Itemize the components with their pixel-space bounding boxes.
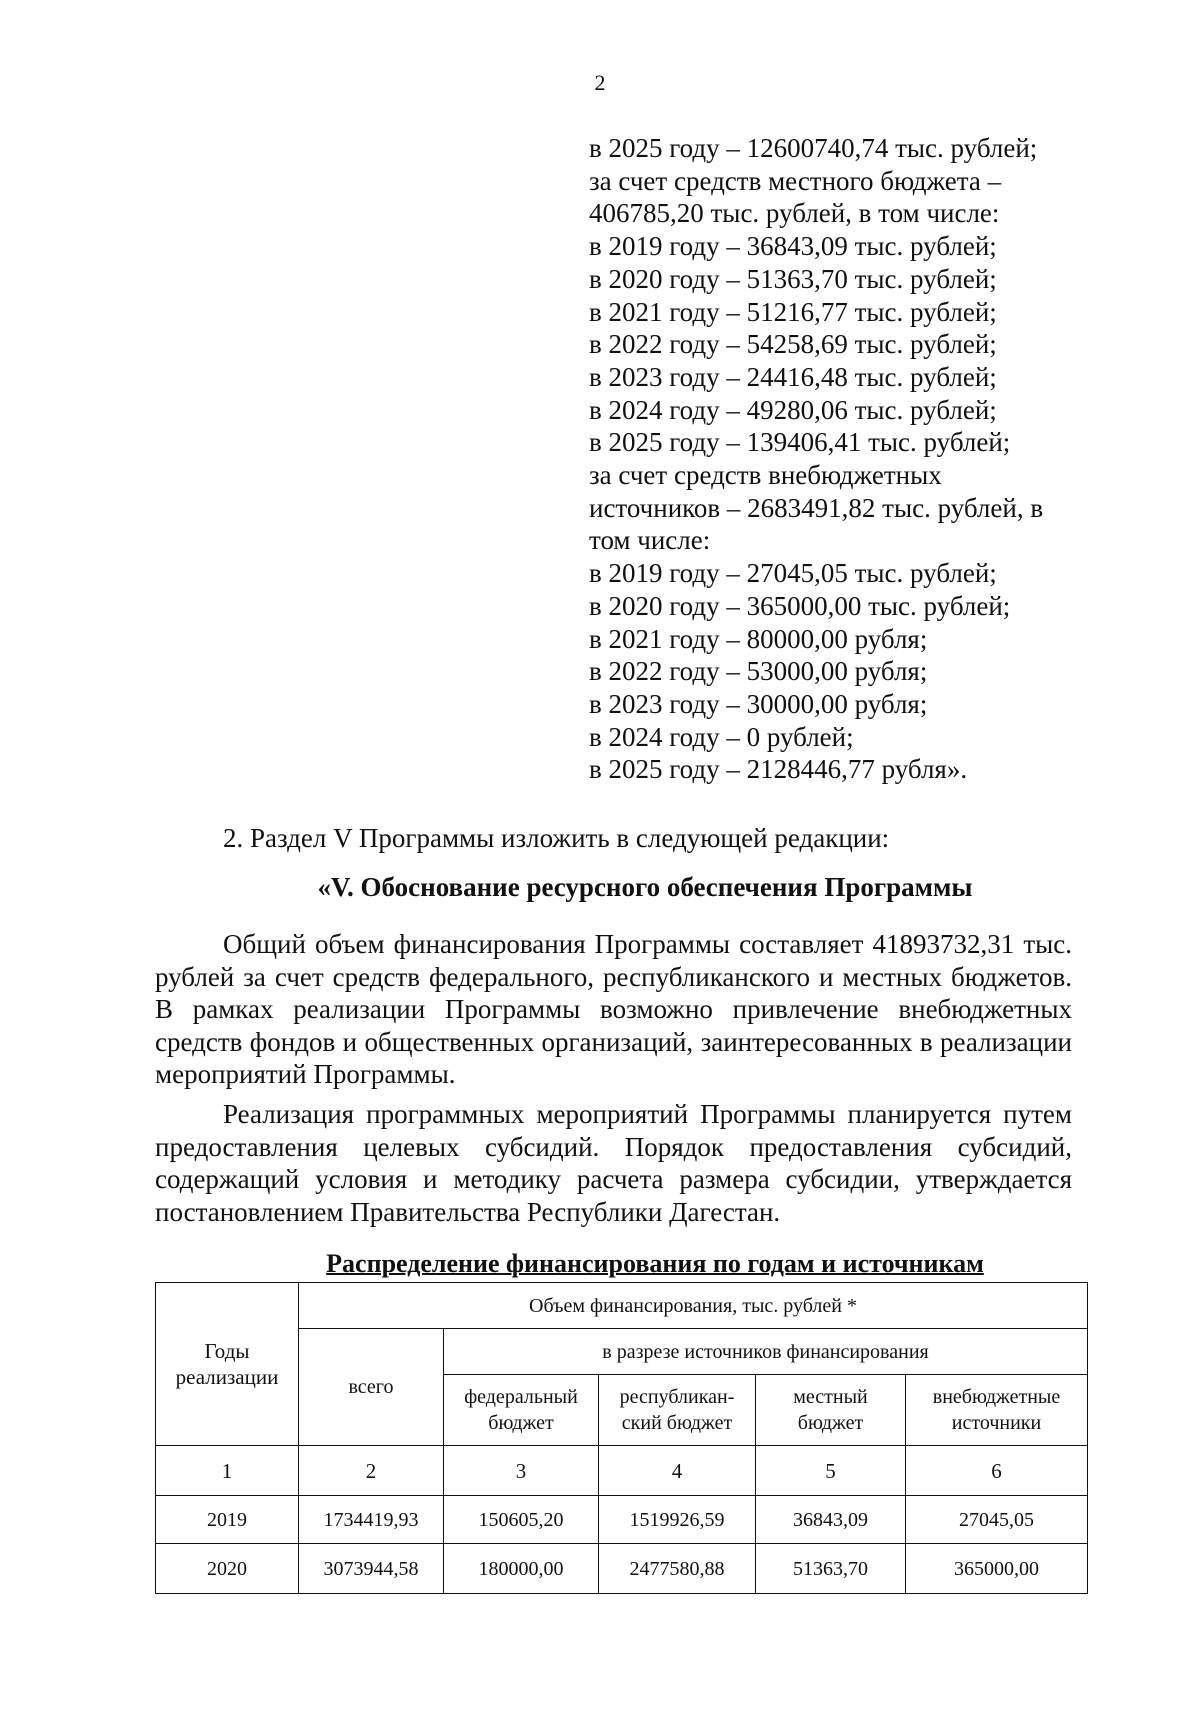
table-cell: 1519926,59 bbox=[599, 1496, 756, 1544]
list-line: в 2023 году – 24416,48 тыс. рублей; bbox=[589, 361, 997, 392]
list-line: в 2020 году – 365000,00 тыс. рублей; bbox=[589, 590, 1011, 621]
list-line: в 2024 году – 49280,06 тыс. рублей; bbox=[589, 394, 997, 425]
table-cell: 150605,20 bbox=[444, 1496, 599, 1544]
header-total: всего bbox=[299, 1329, 444, 1446]
column-number: 5 bbox=[756, 1446, 906, 1496]
page-number: 2 bbox=[594, 70, 606, 95]
paragraph-subsidies: Реализация программных мероприятий Программы планируется путем предоставления целевых субсидий. Порядок предоставления субсидий, содержащий условия и методику расчета размера субсидии, утверждается постановлением Правительства Республики Дагестан. bbox=[155, 1099, 1072, 1227]
section-heading: «V. Обоснование ресурсного обеспечения Программы bbox=[317, 872, 973, 902]
column-number: 1 bbox=[156, 1446, 299, 1496]
table-cell: 51363,70 bbox=[756, 1544, 906, 1594]
table-cell: 2020 bbox=[156, 1544, 299, 1594]
column-number: 3 bbox=[444, 1446, 599, 1496]
list-line: в 2021 году – 51216,77 тыс. рублей; bbox=[589, 296, 997, 327]
header-sources: в разрезе источников финансирования bbox=[444, 1329, 1088, 1375]
list-line: в 2025 году – 2128446,77 рубля». bbox=[589, 754, 968, 785]
list-line: том числе: bbox=[589, 525, 711, 556]
table-cell: 2477580,88 bbox=[599, 1544, 756, 1594]
list-line: источников – 2683491,82 тыс. рублей, в bbox=[589, 492, 1044, 523]
header-offbudget: внебюджетные источники bbox=[906, 1375, 1088, 1446]
list-line: в 2023 году – 30000,00 рубля; bbox=[589, 688, 928, 719]
header-volume: Объем финансирования, тыс. рублей * bbox=[299, 1283, 1088, 1329]
column-number: 2 bbox=[299, 1446, 444, 1496]
table-row bbox=[156, 1496, 1088, 1544]
table-cell: 365000,00 bbox=[906, 1544, 1088, 1594]
list-line: в 2025 году – 12600740,74 тыс. рублей; bbox=[589, 133, 1038, 163]
list-line: в 2020 году – 51363,70 тыс. рублей; bbox=[589, 263, 997, 294]
header-years: Годы реализации bbox=[156, 1283, 299, 1446]
table-cell: 27045,05 bbox=[906, 1496, 1088, 1544]
column-number: 4 bbox=[599, 1446, 756, 1496]
table-cell: 180000,00 bbox=[444, 1544, 599, 1594]
list-line: в 2024 году – 0 рублей; bbox=[589, 721, 854, 752]
list-line: за счет средств внебюджетных bbox=[589, 460, 942, 491]
table-cell: 1734419,93 bbox=[299, 1496, 444, 1544]
table-cell: 2019 bbox=[156, 1496, 299, 1544]
column-number: 6 bbox=[906, 1446, 1088, 1496]
budget-breakdown-list bbox=[589, 132, 1089, 786]
table-header-row bbox=[156, 1283, 1088, 1329]
list-line: в 2019 году – 27045,05 тыс. рублей; bbox=[589, 558, 997, 589]
table-cell: 36843,09 bbox=[756, 1496, 906, 1544]
paragraph-financing-volume: Общий объем финансирования Программы составляет 41893732,31 тыс. рублей за счет средств федерального, республиканского и местных бюджетов. В рамках реализации Программы возможно привлечение внебюджетных средств фондов и общественных организаций, заинтересованных в реализации мероприятий Программы. bbox=[155, 929, 1072, 1089]
table-title: Распределение финансирования по годам и источникам bbox=[326, 1249, 984, 1278]
header-federal: федеральный бюджет bbox=[444, 1375, 599, 1446]
table-cell: 3073944,58 bbox=[299, 1544, 444, 1594]
amendment-item-2: 2. Раздел V Программы изложить в следующей редакции: bbox=[223, 823, 890, 853]
list-line: в 2025 году – 139406,41 тыс. рублей; bbox=[589, 427, 1011, 458]
list-line: в 2019 году – 36843,09 тыс. рублей; bbox=[589, 231, 997, 262]
financing-table bbox=[155, 1282, 1088, 1594]
header-republic: республикан-ский бюджет bbox=[599, 1375, 756, 1446]
column-numbers-row bbox=[156, 1446, 1088, 1496]
list-line: в 2021 году – 80000,00 рубля; bbox=[589, 623, 928, 654]
list-line: в 2022 году – 54258,69 тыс. рублей; bbox=[589, 329, 997, 360]
list-line: 406785,20 тыс. рублей, в том числе: bbox=[589, 198, 1000, 229]
header-local: местный бюджет bbox=[756, 1375, 906, 1446]
table-row bbox=[156, 1544, 1088, 1594]
list-line: за счет средств местного бюджета – bbox=[589, 165, 1002, 196]
list-line: в 2022 году – 53000,00 рубля; bbox=[589, 656, 928, 687]
